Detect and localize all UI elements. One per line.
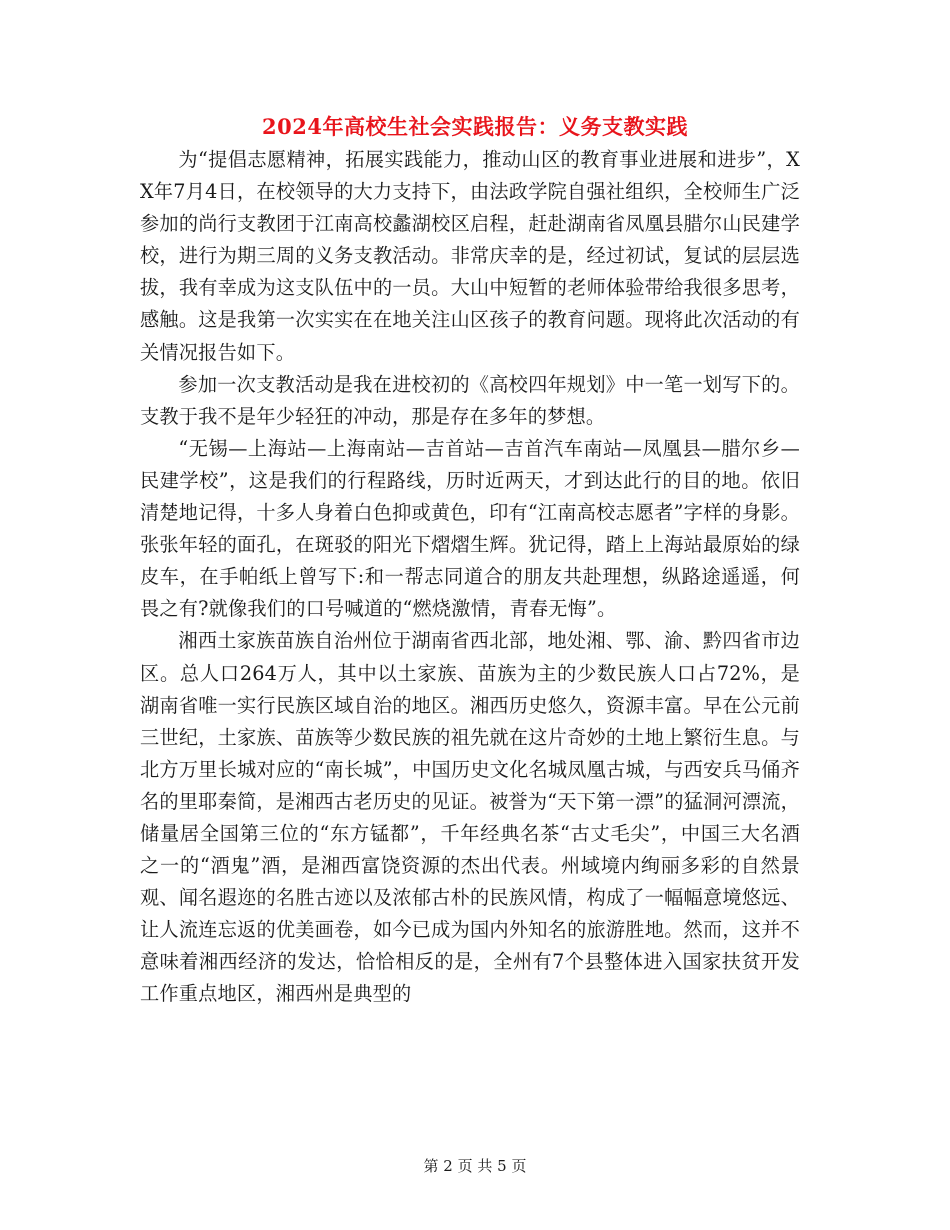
- paragraph-1: 为“提倡志愿精神，拓展实践能力，推动山区的教育事业进展和进步”，XX年7月4日，在校领导的大力支持下，由法政学院自强社组织，全校师生广泛参加的尚行支教团于江南高校蠡湖校区启程，赶赴湖南省凤凰县腊尔山民建学校，进行为期三周的义务支教活动。非常庆幸的是，经过初试，复试的层层选拔，我有幸成为这支队伍中的一员。大山中短暂的老师体验带给我很多思考，感触。这是我第一次实实在在地关注山区孩子的教育问题。现将此次活动的有关情况报告如下。: [140, 148, 800, 364]
- document-body: [140, 144, 800, 1011]
- paragraph-2: 参加一次支教活动是我在进校初的《高校四年规划》中一笔一划写下的。支教于我不是年少轻狂的冲动，那是存在多年的梦想。: [140, 372, 800, 428]
- document-title: 2024年高校生社会实践报告：义务支教实践: [262, 114, 688, 139]
- page-number-footer: 第 2 页 共 5 页: [423, 1157, 527, 1175]
- paragraph-3: “无锡—上海站—上海南站—吉首站—吉首汽车南站—凤凰县—腊尔乡—民建学校”，这是我们的行程路线，历时近两天，才到达此行的目的地。依旧清楚地记得，十多人身着白色抑或黄色，印有“江南高校志愿者”字样的身影。张张年轻的面孔，在斑驳的阳光下熠熠生辉。犹记得，踏上上海站最原始的绿皮车，在手帕纸上曾写下:和一帮志同道合的朋友共赴理想，纵路途遥遥，何畏之有?就像我们的口号喊道的“燃烧激情，青春无悔”。: [140, 436, 800, 621]
- paragraph-4: 湘西土家族苗族自治州位于湖南省西北部，地处湘、鄂、渝、黔四省市边区。总人口264万人，其中以土家族、苗族为主的少数民族人口占72%，是湖南省唯一实行民族区域自治的地区。湘西历史悠久，资源丰富。早在公元前三世纪，土家族、苗族等少数民族的祖先就在这片奇妙的土地上繁衍生息。与北方万里长城对应的“南长城”，中国历史文化名城凤凰古城，与西安兵马俑齐名的里耶秦简，是湘西古老历史的见证。被誉为“天下第一漂”的猛洞河漂流，储量居全国第三位的“东方锰都”，千年经典名茶“古丈毛尖”，中国三大名酒之一的“酒鬼”酒，是湘西富饶资源的杰出代表。州域境内绚丽多彩的自然景观、闻名遐迩的名胜古迹以及浓郁古朴的民族风情，构成了一幅幅意境悠远、让人流连忘返的优美画卷，如今已成为国内外知名的旅游胜地。然而，这并不意味着湘西经济的发达，恰恰相反的是，全州有7个县整体进入国家扶贫开发工作重点地区，湘西州是典型的: [140, 629, 800, 1006]
